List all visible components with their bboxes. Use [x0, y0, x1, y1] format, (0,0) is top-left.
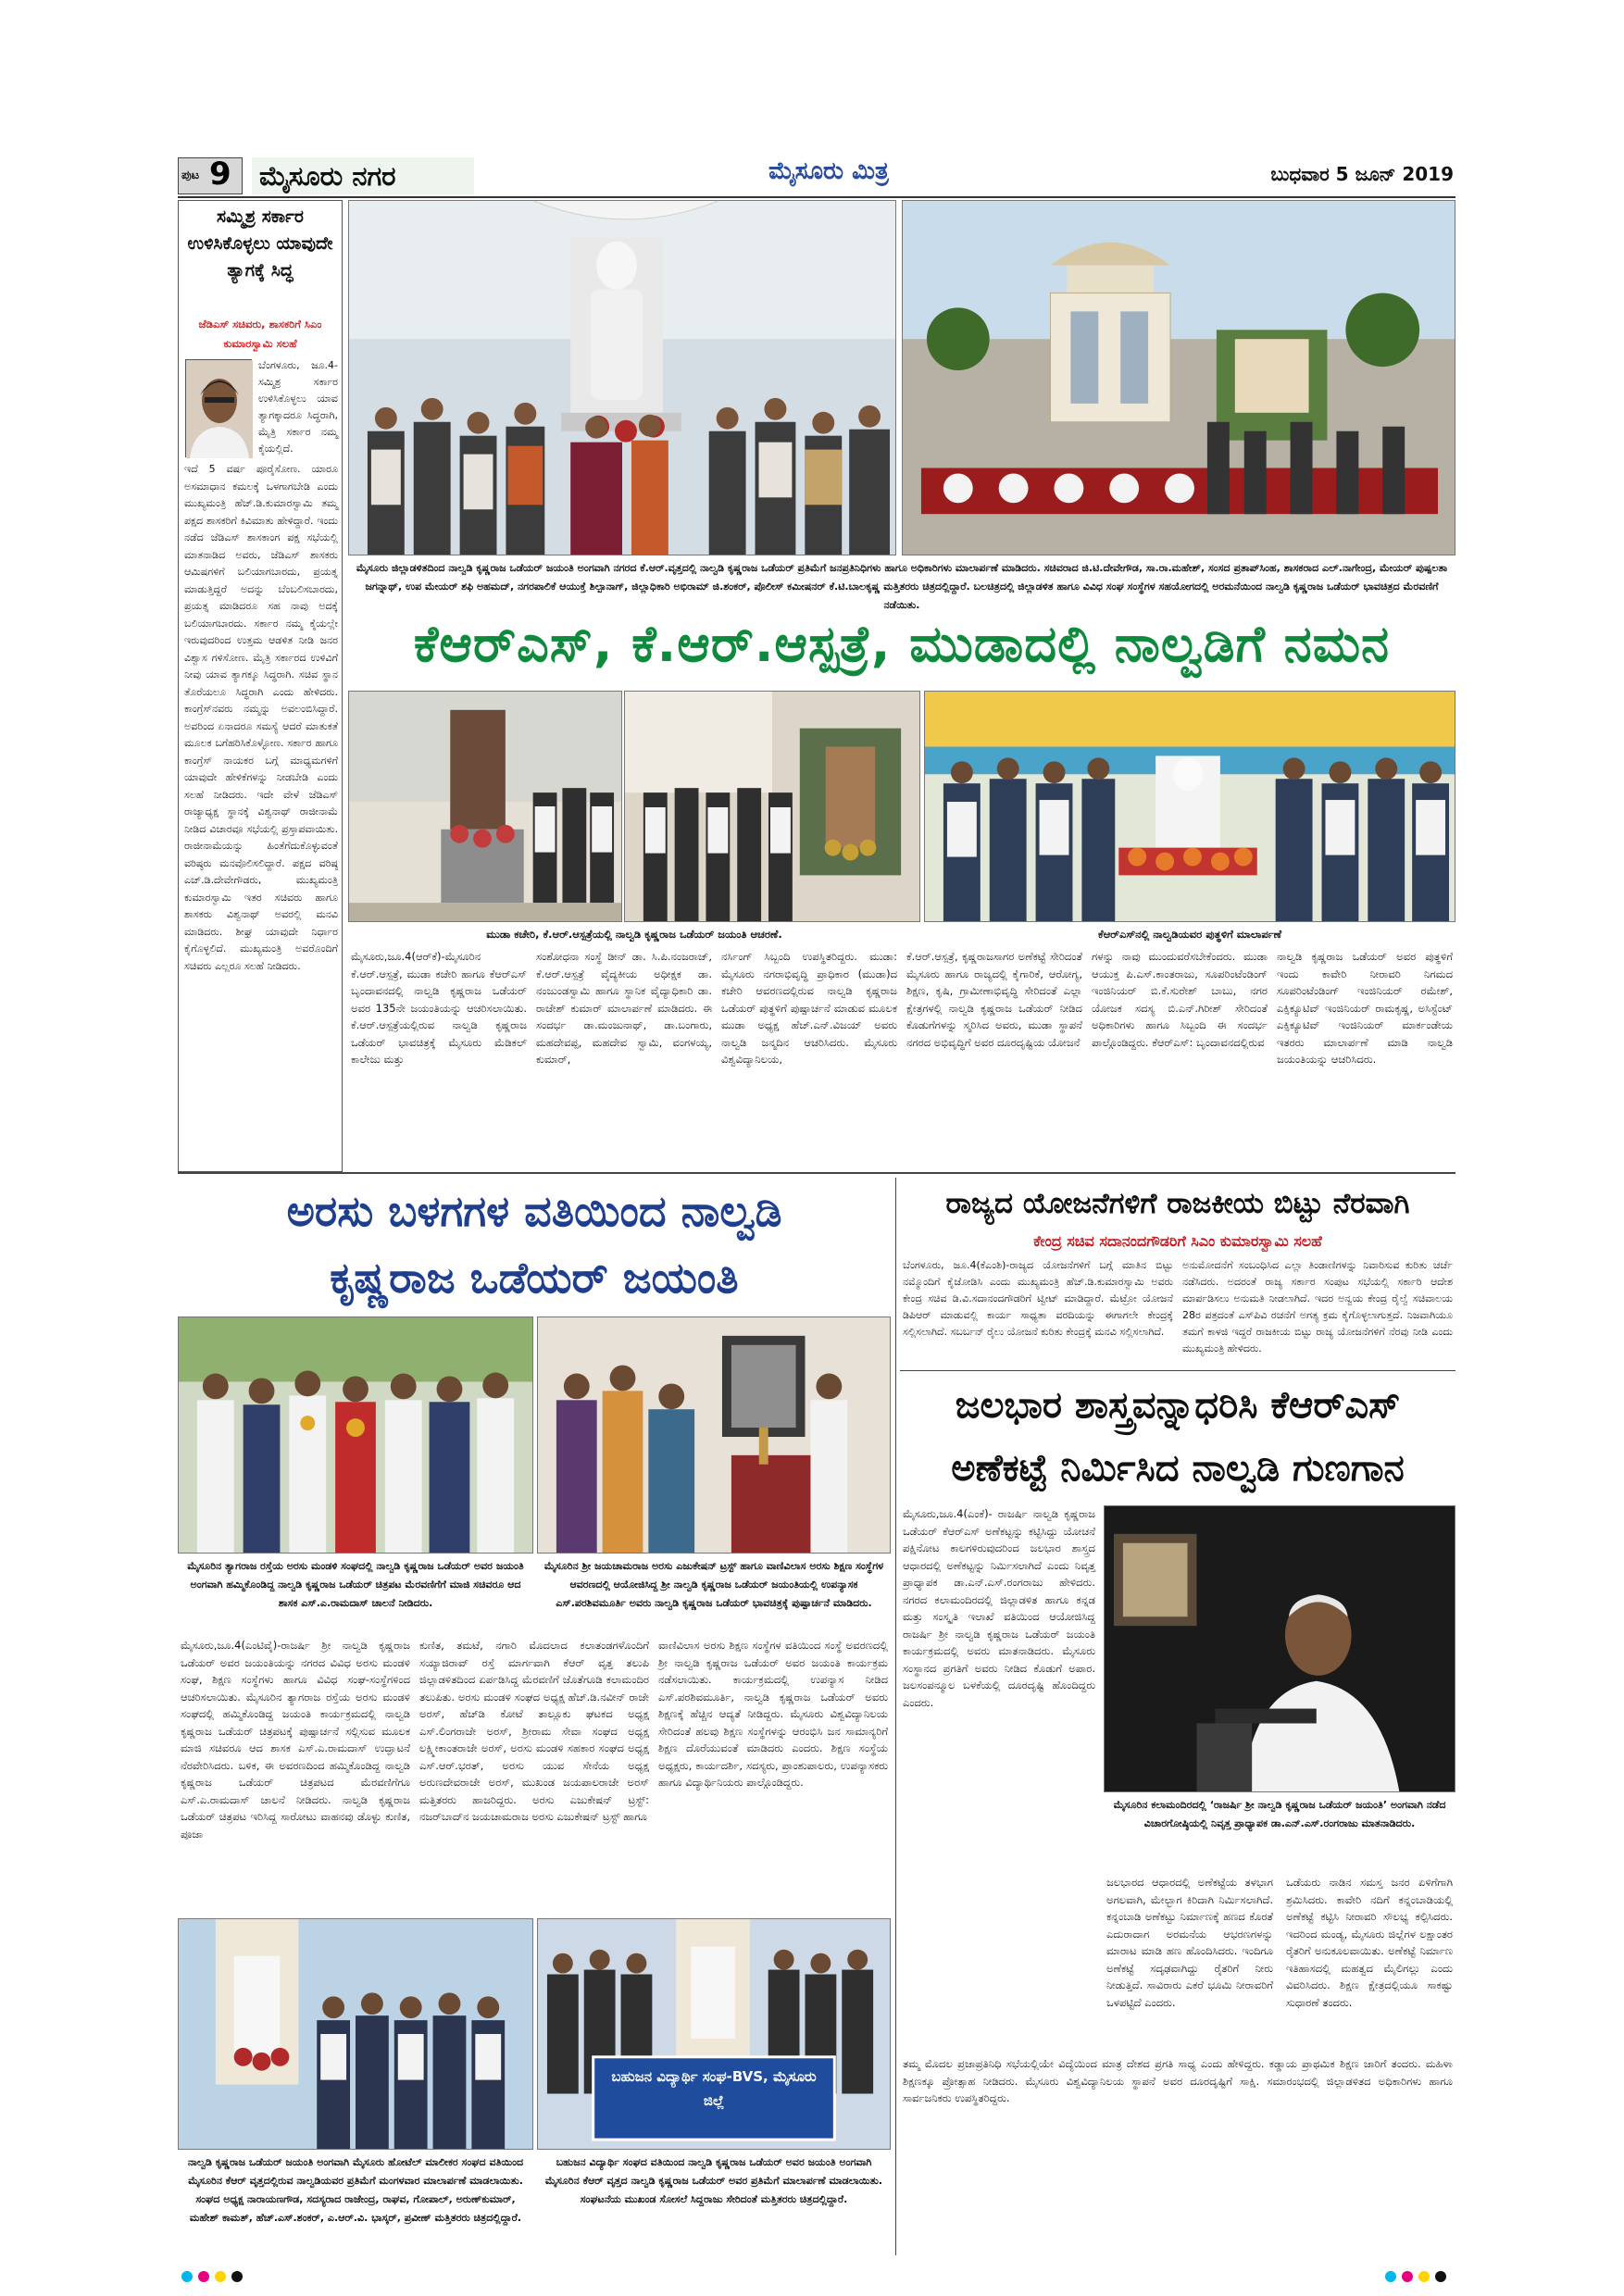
- section-title: ಮೈಸೂರು ನಗರ: [252, 157, 474, 194]
- arasu-column-1: ಮೈಸೂರು,ಜೂ.4(ಎಂಟಿವೈ)-ರಾಜರ್ಷಿ ಶ್ರೀ ನಾಲ್ವಡಿ ಕೃಷ್ಣರಾಜ ಒಡೆಯರ್ ಅವರ ಜಯಂತಿಯನ್ನು ನಗರದ ವಿವಿಧ ಅರಸು ಮಂಡಳಿ ಸಂಘ, ಶಿಕ್ಷಣ ಸಂಸ್ಥೆಗಳು ಹಾಗೂ ವಿವಿಧ ಸಂಘ-ಸಂಸ್ಥೆಗಳಿಂದ ಆಚರಿಸಲಾಯಿತು. ಮೈಸೂರಿನ ತ್ಯಾಗರಾಜ ರಸ್ತೆಯ ಅರಸು ಮಂಡಳಿ ಸಂಘದಲ್ಲಿ ಹಮ್ಮಿಕೊಂಡಿದ್ದ ಜಯಂತಿ ಕಾರ್ಯಕ್ರಮದಲ್ಲಿ ನಾಲ್ವಡಿ ಕೃಷ್ಣರಾಜ ಒಡೆಯರ್ ಚಿತ್ರಪಟಕ್ಕೆ ಪುಷ್ಪಾರ್ಚನೆ ಸಲ್ಲಿಸುವ ಮೂಲಕ ಮಾಜಿ ಸಚಿವರೂ ಆದ ಶಾಸಕ ಎಸ್.ಎ.ರಾಮದಾಸ್ ಉದ್ಘಾಟನೆ ನೆರವೇರಿಸಿದರು. ಬಳಿಕ, ಈ ಅವರಣದಿಂದ ಹಮ್ಮಿಕೊಂಡಿದ್ದ ನಾಲ್ವಡಿ ಕೃಷ್ಣರಾಜ ಒಡೆಯರ್ ಚಿತ್ರಪಟದ ಮೆರವಣಿಗೆಗೂ ಎಸ್.ಎ.ರಾಮದಾಸ್ ಚಾಲನೆ ನೀಡಿದರು. ನಾಲ್ವಡಿ ಕೃಷ್ಣರಾಜ ಒಡೆಯರ್ ಚಿತ್ರಪಟ ಇರಿಸಿದ್ದ ಸಾರೋಟು ವಾಹನವು ಡೊಳ್ಳು ಕುಣಿತ, ಪೂಜಾ: [181, 1639, 410, 1841]
- issue-date: ಬುಧವಾರ 5 ಜೂನ್ 2019: [1270, 163, 1454, 185]
- mid-rule: [178, 1172, 1455, 1174]
- politics-subhead: ಕೇಂದ್ರ ಸಚಿವ ಸದಾನಂದಗೌಡರಿಗೆ ಸಿಎಂ ಕುಮಾರಸ್ವಾಮಿ ಸಲಹೆ: [1033, 1232, 1322, 1250]
- masthead-rule: [178, 196, 1455, 198]
- krs-column-4: ಕೆ.ಆರ್.ಆಸ್ಪತ್ರೆ, ಕೃಷ್ಣರಾಜಸಾಗರ ಅಣೆಕಟ್ಟೆ ಸೇರಿದಂತೆ ಮೈಸೂರು ಹಾಗೂ ರಾಜ್ಯದಲ್ಲಿ ಕೈಗಾರಿಕೆ, ಆರೋಗ್ಯ, ಶಿಕ್ಷಣ, ಕೃಷಿ, ಗ್ರಾಮೀಣಾಭಿವೃದ್ಧಿ ಸೇರಿದಂತೆ ಎಲ್ಲಾ ಕ್ಷೇತ್ರಗಳಲ್ಲಿ ನಾಲ್ವಡಿ ಕೃಷ್ಣರಾಜ ಒಡೆಯರ್ ನೀಡಿದ ಕೊಡುಗೆಗಳನ್ನು ಸ್ಮರಿಸಿದ ಅವರು, ಮುಡಾ ಸ್ಥಾಪನೆ ನಗರದ ಅಭಿವೃದ್ಧಿಗೆ ಅವರ ದೂರದೃಷ್ಟಿಯ ಯೋಜನೆ: [906, 950, 1082, 1049]
- arasu-headline-line1: ಅರಸು ಬಳಗಗಳ ವತಿಯಿಂದ ನಾಲ್ವಡಿ: [286, 1186, 782, 1236]
- politics-rule: [900, 1370, 1455, 1371]
- education-trust-image: [538, 1317, 890, 1553]
- page-badge-label: ಪುಟ: [181, 168, 200, 182]
- arasu-column-2: ಕುಣಿತ, ತಮಟೆ, ನಗಾರಿ ಮೊದಲಾದ ಕಲಾತಂಡಗಳೊಂದಿಗೆ ಸಯ್ಯಾಜಿರಾವ್ ರಸ್ತೆ ಮಾರ್ಗವಾಗಿ ಕೆಆರ್ ವೃತ್ತ ತಲುಪಿ ಜಿಲ್ಲಾಡಳಿತದಿಂದ ಏರ್ಪಡಿಸಿದ್ದ ಮೆರವಣಿಗೆ ಜೊತೆಗೂಡಿ ಕಲಾಮಂದಿರ ತಲುಪಿತು. ಅರಸು ಮಂಡಳಿ ಸಂಘದ ಅಧ್ಯಕ್ಷ ಹೆಚ್.ಡಿ.ನವೀನ್ ರಾಜೇ ಅರಸ್, ಹೆಚ್‌ಡಿ ಕೋಟೆ ತಾಲ್ಲೂಕು ಘಟಕದ ಅಧ್ಯಕ್ಷ ಎಸ್.ಲಿಂಗರಾಜೇ ಅರಸ್, ಶ್ರೀರಾಮ ಸೇವಾ ಸಂಘದ ಅಧ್ಯಕ್ಷ ಲಕ್ಷ್ಮೀಕಾಂತರಾಜೇ ಅರಸ್, ಅರಸು ಮಂಡಳಿ ಸಹಕಾರ ಸಂಘದ ಅಧ್ಯಕ್ಷ ಎಸ್.ಆರ್.ಭರತ್, ಅರಸು ಯುವ ಸೇನೆಯ ಅಧ್ಯಕ್ಷ ಅರುಣದೇವರಾಜೇ ಅರಸ್, ಮುಖಂಡ ಜಯಪಾಲರಾಜೇ ಅರಸ್ ಮತ್ತಿತರರು ಹಾಜರಿದ್ದರು. ಅರಸು ಎಜುಕೇಷನ್ ಟ್ರಸ್ಟ್: ನಜರ್‌ಬಾದ್‌ನ ಜಯಚಾಮರಾಜ ಅರಸು ಎಜುಕೇಷನ್ ಟ್ರಸ್ಟ್ ಹಾಗೂ: [419, 1639, 649, 1823]
- left-story-body: ಇದೆ 5 ವರ್ಷ ಪೂರೈಸೋಣ. ಯಾರೂ ಅಸಮಾಧಾನ ಕಮಲಕ್ಕೆ ಒಳಗಾಗಬೇಡಿ ಎಂದು ಮುಖ್ಯಮಂತ್ರಿ ಹೆಚ್.ಡಿ.ಕುಮಾರಸ್ವಾಮಿ ತಮ್ಮ ಪಕ್ಷದ ಶಾಸಕರಿಗೆ ಕಿವಿಮಾತು ಹೇಳಿದ್ದಾರೆ. ಇಂದು ನಡೆದ ಜೆಡಿಎಸ್ ಶಾಸಕಾಂಗ ಪಕ್ಷ ಸಭೆಯಲ್ಲಿ ಮಾತನಾಡಿದ ಅವರು, ಜೆಡಿಎಸ್ ಶಾಸಕರು ಆಮಿಷಗಳಿಗೆ ಬಲಿಯಾಗಬಾರದು, ಪ್ರಯತ್ನ ಮಾಡುತ್ತಿದ್ದರೆ ಅದನ್ನು ಬೆಂಬಲಿಸಬಾರದು, ಪ್ರಯತ್ನ ಮಾಡಿದರೂ ಸಹ ನಾವು ಅದಕ್ಕೆ ಬಲಿಯಾಗಬಾರದು. ಸರ್ಕಾರ ನಮ್ಮ ಕೈಯಲ್ಲೇ ಇರುವುದರಿಂದ ಉತ್ತಮ ಆಡಳಿತ ನೀಡಿ ಜನರ ವಿಶ್ವಾಸ ಗಳಿಸೋಣ. ಮೈತ್ರಿ ಸರ್ಕಾರದ ಉಳಿವಿಗೆ ನೀವು ಯಾವ ತ್ಯಾಗಕ್ಕೂ ಸಿದ್ಧರಾಗಿ. ಸಚಿವ ಸ್ಥಾನ ತೊರೆಯಲೂ ಸಿದ್ಧರಾಗಿ ಎಂದು ಹೇಳಿದರು. ಕಾಂಗ್ರೆಸ್‌ನವರು ನಮ್ಮನ್ನು ಅವಲಂಬಿಸಿದ್ದಾರೆ. ಅವರಿಂದ ಏನಾದರೂ ಸಮಸ್ಯೆ ಆದರೆ ಮಾತುಕತೆ ಮೂಲಕ ಬಗೆಹರಿಸಿಕೊಳ್ಳೋಣ. ಸರ್ಕಾರ ಹಾಗೂ ಕಾಂಗ್ರೆಸ್ ನಾಯಕರ ಬಗ್ಗೆ ಮಾಧ್ಯಮಗಳಿಗೆ ಯಾವುದೇ ಹೇಳಿಕೆಗಳನ್ನು ನೀಡಬೇಡಿ ಎಂದು ಸಲಹೆ ನೀಡಿದರು. ಇದೇ ವೇಳೆ ಜೆಡಿಎಸ್ ರಾಜ್ಯಾಧ್ಯಕ್ಷ ಸ್ಥಾನಕ್ಕೆ ವಿಶ್ವನಾಥ್ ರಾಜೀನಾಮೆ ನೀಡಿದ ವಿಚಾರವೂ ಸಭೆಯಲ್ಲಿ ಪ್ರಸ್ತಾಪವಾಯಿತು. ರಾಜೀನಾಮೆಯನ್ನು ಹಿಂತೆಗೆದುಕೊಳ್ಳುವಂತೆ ವರಿಷ್ಠರು ಮನವೊಲಿಸಲಿದ್ದಾರೆ. ಪಕ್ಷದ ವರಿಷ್ಠ ಎಚ್.ಡಿ.ದೇವೇಗೌಡರು, ಮುಖ್ಯಮಂತ್ರಿ ಕುಮಾರಸ್ವಾಮಿ ಇತರ ಸಚಿವರು ಹಾಗೂ ಶಾಸಕರು ವಿಶ್ವನಾಥ್ ಅವರಲ್ಲಿ ಮನವಿ ಮಾಡಿದರು. ಶೀಘ್ರ ಯಾವುದೇ ನಿರ್ಧಾರ ಕೈಗೊಳ್ಳಲಿದೆ. ಮುಖ್ಯಮಂತ್ರಿ ಅವರೊಂದಿಗೆ ಸಚಿವರು ಎಲ್ಲರೂ ಸಲಹೆ ನೀಡಿದರು.: [184, 463, 338, 972]
- bvs-banner-text: ಬಹುಜನ ವಿದ್ಯಾರ್ಥಿ ಸಂಘ-BVS, ಮೈಸೂರು ಜಿಲ್ಲೆ: [611, 2068, 817, 2109]
- dam-column-3: ಒಡೆಯರು ನಾಡಿನ ಸಮಸ್ತ ಜನರ ಏಳಿಗೆಗಾಗಿ ಶ್ರಮಿಸಿದರು. ಕಾವೇರಿ ನದಿಗೆ ಕನ್ನಂಬಾಡಿಯಲ್ಲಿ ಅಣೆಕಟ್ಟೆ ಕಟ್ಟಿಸಿ ನೀರಾವರಿ ಸೌಲಭ್ಯ ಕಲ್ಪಿಸಿದರು. ಇದರಿಂದ ಮಂಡ್ಯ, ಮೈಸೂರು ಜಿಲ್ಲೆಗಳ ಲಕ್ಷಾಂತರ ರೈತರಿಗೆ ಅನುಕೂಲವಾಯಿತು. ಅಣೆಕಟ್ಟೆ ನಿರ್ಮಾಣ ಇತಿಹಾಸದಲ್ಲಿ ಮಹತ್ವದ ಮೈಲಿಗಲ್ಲು ಎಂದು ವಿವರಿಸಿದರು. ಶಿಕ್ಷಣ ಕ್ಷೇತ್ರದಲ್ಲಿಯೂ ಸಾಕಷ್ಟು ಸುಧಾರಣೆ ತಂದರು.: [1286, 1876, 1453, 2009]
- politics-column-1: ಬೆಂಗಳೂರು, ಜೂ.4(ಕೆಎಂಶಿ)-ರಾಜ್ಯದ ಯೋಜನೆಗಳಿಗೆ ಬಗ್ಗೆ ಮಾತಿನ ಬಿಟ್ಟು ನಮ್ಮೊಂದಿಗೆ ಕೈಜೋಡಿಸಿ ಎಂದು ಮುಖ್ಯಮಂತ್ರಿ ಹೆಚ್.ಡಿ.ಕುಮಾರಸ್ವಾಮಿ ಅವರು ಕೇಂದ್ರ ಸಚಿವ ಡಿ.ವಿ.ಸದಾನಂದಗೌಡರಿಗೆ ಟ್ವೀಟ್ ಮಾಡಿದ್ದಾರೆ. ಮೆಟ್ರೋ ಯೋಜನೆ ಡಿಪಿಆರ್ ಮಾಡುವಲ್ಲಿ ಕಾರ್ಯ ಸಾಧ್ಯತಾ ವರದಿಯನ್ನು ಈಗಾಗಲೇ ಕೇಂದ್ರಕ್ಕೆ ಸಲ್ಲಿಸಲಾಗಿದೆ. ಸಬರ್ಬನ್ ರೈಲು ಯೋಜನೆ ಕುರಿತು ಕೇಂದ್ರಕ್ಕೆ ಮನವಿ ಸಲ್ಲಿಸಲಾಗಿದೆ.: [903, 1259, 1173, 1338]
- dam-column-2: ಜಲಭಾರದ ಆಧಾರದಲ್ಲಿ ಅಣೆಕಟ್ಟೆಯ ತಳಭಾಗ ಅಗಲವಾಗಿ, ಮೇಲ್ಭಾಗ ಕಿರಿದಾಗಿ ನಿರ್ಮಿಸಲಾಗಿದೆ. ಕನ್ನಂಬಾಡಿ ಅಣೆಕಟ್ಟು ನಿರ್ಮಾಣಕ್ಕೆ ಹಣದ ಕೊರತೆ ಎದುರಾದಾಗ ಅರಮನೆಯ ಆಭರಣಗಳನ್ನು ಮಾರಾಟ ಮಾಡಿ ಹಣ ಹೊಂದಿಸಿದರು. ಇಂದಿಗೂ ಅಣೆಕಟ್ಟೆ ಸದೃಢವಾಗಿದ್ದು ರೈತರಿಗೆ ನೀರು ನೀಡುತ್ತಿದೆ. ಸಾವಿರಾರು ಎಕರೆ ಭೂಮಿ ನೀರಾವರಿಗೆ ಒಳಪಟ್ಟಿದೆ ಎಂದರು.: [1106, 1876, 1273, 2009]
- kr-hospital-photo: [624, 691, 920, 922]
- arasu-caption-left: ಮೈಸೂರಿನ ತ್ಯಾಗರಾಜ ರಸ್ತೆಯ ಅರಸು ಮಂಡಳಿ ಸಂಘದಲ್ಲಿ ನಾಲ್ವಡಿ ಕೃಷ್ಣರಾಜ ಒಡೆಯರ್ ಅವರ ಜಯಂತಿ ಅಂಗವಾಗಿ ಹಮ್ಮಿಕೊಂಡಿದ್ದ ನಾಲ್ವಡಿ ಕೃಷ್ಣರಾಜ ಒಡೆಯರ್ ಚಿತ್ರಪಟ ಮೆರವಣಿಗೆಗೆ ಮಾಜಿ ಸಚಿವರೂ ಆದ ಶಾಸಕ ಎಸ್.ಎ.ರಾಮದಾಸ್ ಚಾಲನೆ ನೀಡಿದರು.: [187, 1560, 524, 1609]
- reg-dot-yellow: [1418, 2271, 1430, 2282]
- hotel-owners-photo: [178, 1918, 533, 2150]
- hotel-owners-caption: ನಾಲ್ವಡಿ ಕೃಷ್ಣರಾಜ ಒಡೆಯರ್ ಜಯಂತಿ ಅಂಗವಾಗಿ ಮೈಸೂರು ಹೋಟೆಲ್ ಮಾಲೀಕರ ಸಂಘದ ವತಿಯಿಂದ ಮೈಸೂರಿನ ಕೆಆರ್ ವೃತ್ತದಲ್ಲಿರುವ ನಾಲ್ವಡಿಯವರ ಪ್ರತಿಮೆಗೆ ಮಂಗಳವಾರ ಮಾಲಾರ್ಪಣೆ ಮಾಡಲಾಯಿತು. ಸಂಘದ ಅಧ್ಯಕ್ಷ ನಾರಾಯಣಗೌಡ, ಸದಸ್ಯರಾದ ರಾಜೇಂದ್ರ, ರಾಘವ, ಗೋಪಾಲ್, ಅರುಣ್‌ಕುಮಾರ್, ಮಹೇಶ್ ಕಾಮತ್, ಹೆಚ್.ಎಸ್.ಶಂಕರ್, ಎ.ಆರ್.ವಿ. ಭಾಸ್ಕರ್, ಪ್ರವೀಣ್ ಮತ್ತಿತರರು ಚಿತ್ರದಲ್ಲಿದ್ದಾರೆ.: [187, 2156, 524, 2224]
- registration-marks-right: [1385, 2268, 1452, 2286]
- dam-column-1: ಮೈಸೂರು,ಜೂ.4(ಎಂಕೆ)- ರಾಜರ್ಷಿ ನಾಲ್ವಡಿ ಕೃಷ್ಣರಾಜ ಒಡೆಯರ್ ಕೆಆರ್‌ಎಸ್ ಅಣೆಕಟ್ಟನ್ನು ಕಟ್ಟಿಸಿದ್ದು ಯೋಚನೆ ಪಕ್ಷಿನೋಟ ಕಾಲಗಳಿರುವುದರಿಂದ ಜಲಭಾರ ಶಾಸ್ತ್ರದ ಆಧಾರದಲ್ಲಿ ಅಣೆಕಟ್ಟನ್ನು ನಿರ್ಮಿಸಲಾಗಿದೆ ಎಂದು ನಿವೃತ್ತ ಪ್ರಾಧ್ಯಾಪಕ ಡಾ.ಎನ್.ಎಸ್.ರಂಗರಾಜು ಹೇಳಿದರು. ನಗರದ ಕಲಾಮಂದಿರದಲ್ಲಿ ಜಿಲ್ಲಾಡಳಿತ ಹಾಗೂ ಕನ್ನಡ ಮತ್ತು ಸಂಸ್ಕೃತಿ ಇಲಾಖೆ ವತಿಯಿಂದ ಆಯೋಜಿಸಿದ್ದ ರಾಜರ್ಷಿ ಶ್ರೀ ನಾಲ್ವಡಿ ಕೃಷ್ಣರಾಜ ಒಡೆಯರ್ ಜಯಂತಿ ಕಾರ್ಯಕ್ರಮದಲ್ಲಿ ಅವರು ಮಾತನಾಡಿದರು. ಮೈಸೂರು ಸಂಸ್ಥಾನದ ಪ್ರಗತಿಗೆ ಅವರು ನೀಡಿದ ಕೊಡುಗೆ ಅಪಾರ. ಜಲಸಂಪನ್ಮೂಲ ಬಳಕೆಯಲ್ಲಿ ದೂರದೃಷ್ಟಿ ಹೊಂದಿದ್ದರು ಎಂದರು.: [903, 1507, 1095, 1709]
- reg-dot-yellow: [215, 2271, 226, 2282]
- arasu-column-3: ವಾಣಿವಿಲಾಸ ಅರಸು ಶಿಕ್ಷಣ ಸಂಸ್ಥೆಗಳ ವತಿಯಿಂದ ಸಂಸ್ಥೆ ಅವರಣದಲ್ಲಿ ಶ್ರೀ ನಾಲ್ವಡಿ ಕೃಷ್ಣರಾಜ ಒಡೆಯರ್ ಅವರ ಜಯಂತಿ ಕಾರ್ಯಕ್ರಮ ನಡೆಸಲಾಯಿತು. ಕಾರ್ಯಕ್ರಮದಲ್ಲಿ ಉಪನ್ಯಾಸ ನೀಡಿದ ಎಸ್.ಪರಶಿವಮೂರ್ತಿ, ನಾಲ್ವಡಿ ಕೃಷ್ಣರಾಜ ಒಡೆಯರ್ ಅವರು ಶಿಕ್ಷಣಕ್ಕೆ ಹೆಚ್ಚಿನ ಆದ್ಯತೆ ನೀಡಿದ್ದರು. ಮೈಸೂರು ವಿಶ್ವವಿದ್ಯಾನಿಲಯ ಸೇರಿದಂತೆ ಹಲವು ಶಿಕ್ಷಣ ಸಂಸ್ಥೆಗಳನ್ನು ಆರಂಭಿಸಿ ಜನ ಸಾಮಾನ್ಯರಿಗೆ ಶಿಕ್ಷಣ ದೊರೆಯುವಂತೆ ಮಾಡಿದರು ಎಂದರು. ಶಿಕ್ಷಣ ಸಂಸ್ಥೆಯ ಅಧ್ಯಕ್ಷರು, ಕಾರ್ಯದರ್ಶಿ, ಸದಸ್ಯರು, ಪ್ರಾಂಶುಪಾಲರು, ಉಪನ್ಯಾಸಕರು ಹಾಗೂ ವಿದ್ಯಾರ್ಥಿನಿಯರು ಪಾಲ್ಗೊಂಡಿದ್ದರು.: [658, 1639, 888, 1789]
- cm-portrait-image: [186, 360, 253, 458]
- politics-column-2: ಅನುಮೋದನೆಗೆ ಸಂಬಂಧಿಸಿದ ಎಲ್ಲಾ ತಿಂಡಾಣಿಗಳನ್ನು ನಿವಾರಿಸುವ ಕುರಿತು ಚರ್ಚೆ ನಡೆಸಿದರು. ಅದರಂತೆ ರಾಜ್ಯ ಸರ್ಕಾರ ಸಂಪುಟ ಸಭೆಯಲ್ಲಿ ಸರ್ಕಾರಿ ಆದೇಶ ಮಾರ್ಪಡಿಸಲು ಅನುಮತಿ ನೀಡಲಾಗಿದೆ. ಇದರ ಅನ್ವಯ ಕೇಂದ್ರ ರೈಲ್ವೆ ಸಚಿವಾಲಯ 28ರ ಪತ್ರದಂತೆ ಎಸ್‌ಪಿವಿ ರಚನೆಗೆ ಅಗತ್ಯ ಕ್ರಮ ಕೈಗೊಳ್ಳಲಾಗುತ್ತದೆ. ನಿಜವಾಗಿಯೂ ತಮಗೆ ಕಾಳಜಿ ಇದ್ದರೆ ರಾಜಕೀಯ ಬಿಟ್ಟು ರಾಜ್ಯ ಯೋಜನೆಗಳಿಗೆ ನೆರವು ನೀಡಿ ಎಂದು ಮುಖ್ಯಮಂತ್ರಿ ಹೇಳಿದರು.: [1182, 1259, 1453, 1354]
- arasu-caption-right: ಮೈಸೂರಿನ ಶ್ರೀ ಜಯಚಾಮರಾಜ ಅರಸು ಎಜುಕೇಷನ್ ಟ್ರಸ್ಟ್ ಹಾಗೂ ವಾಣಿವಿಲಾಸ ಅರಸು ಶಿಕ್ಷಣ ಸಂಸ್ಥೆಗಳ ಆವರಣದಲ್ಲಿ ಆಯೋಜಿಸಿದ್ದ ಶ್ರೀ ನಾಲ್ವಡಿ ಕೃಷ್ಣರಾಜ ಒಡೆಯರ್ ಜಯಂತಿಯಲ್ಲಿ ಉಪನ್ಯಾಸಕ ಎಸ್.ಪರಶಿವಮೂರ್ತಿ ಅವರು ನಾಲ್ವಡಿ ಕೃಷ್ಣರಾಜ ಒಡೆಯರ್ ಭಾವಚಿತ್ರಕ್ಕೆ ಪುಷ್ಪಾರ್ಚನೆ ಮಾಡಿದರು.: [543, 1560, 884, 1609]
- krs-column-3: ನರ್ಸಿಂಗ್ ಸಿಬ್ಬಂದಿ ಉಪಸ್ಥಿತರಿದ್ದರು. ಮುಡಾ: ಮೈಸೂರು ನಗರಾಭಿವೃದ್ಧಿ ಪ್ರಾಧಿಕಾರ (ಮುಡಾ)ದ ಕಚೇರಿ ಆವರಣದಲ್ಲಿರುವ ನಾಲ್ವಡಿ ಕೃಷ್ಣರಾಜ ಒಡೆಯರ್ ಪುತ್ಥಳಿಗೆ ಪುಷ್ಪಾರ್ಚನೆ ಮಾಡುವ ಮೂಲಕ ಮುಡಾ ಅಧ್ಯಕ್ಷ ಹೆಚ್.ಎನ್.ವಿಜಯ್ ಅವರು ನಾಲ್ವಡಿ ಜನ್ಮದಿನ ಆಚರಿಸಿದರು. ಮೈಸೂರು ವಿಶ್ವವಿದ್ಯಾನಿಲಯ,: [721, 950, 897, 1066]
- krs-caption-left: ಮುಡಾ ಕಚೇರಿ, ಕೆ.ಆರ್.ಆಸ್ಪತ್ರೆಯಲ್ಲಿ ನಾಲ್ವಡಿ ಕೃಷ್ಣರಾಜ ಒಡೆಯರ್ ಜಯಂತಿ ಆಚರಣೆ.: [486, 928, 782, 941]
- bvs-caption: ಬಹುಜನ ವಿದ್ಯಾರ್ಥಿ ಸಂಘದ ವತಿಯಿಂದ ನಾಲ್ವಡಿ ಕೃಷ್ಣರಾಜ ಒಡೆಯರ್ ಅವರ ಜಯಂತಿ ಅಂಗವಾಗಿ ಮೈಸೂರಿನ ಕೆಆರ್ ವೃತ್ತದ ನಾಲ್ವಡಿ ಕೃಷ್ಣರಾಜ ಒಡೆಯರ್ ಅವರ ಪ್ರತಿಮೆಗೆ ಮಾಲಾರ್ಪಣೆ ಮಾಡಲಾಯಿತು. ಸಂಘಟನೆಯ ಮುಖಂಡ ಸೋಸಲೆ ಸಿದ್ದರಾಜು ಸೇರಿದಂತೆ ಮತ್ತಿತರರು ಚಿತ್ರದಲ್ಲಿದ್ದಾರೆ.: [544, 2156, 883, 2205]
- politics-headline: ರಾಜ್ಯದ ಯೋಜನೆಗಳಿಗೆ ರಾಜಕೀಯ ಬಿಟ್ಟು ನೆರವಾಗಿ: [945, 1187, 1410, 1220]
- kr-hospital-image: [625, 692, 919, 921]
- muda-office-image: [349, 692, 621, 921]
- krs-headline: ಕೆಆರ್‌ಎಸ್, ಕೆ.ಆರ್.ಆಸ್ಪತ್ರೆ, ಮುಡಾದಲ್ಲಿ ನಾಲ್ವಡಿಗೆ ನಮನ: [413, 615, 1391, 673]
- page-number: 9: [209, 156, 231, 193]
- krs-column-2: ಸಂಶೋಧನಾ ಸಂಸ್ಥೆ ಡೀನ್ ಡಾ. ಸಿ.ಪಿ.ನಂಜರಾಜ್, ಕೆ.ಆರ್.ಆಸ್ಪತ್ರೆ ವೈದ್ಯಕೀಯ ಅಧೀಕ್ಷಕ ಡಾ. ನಂಜುಂಡಸ್ವಾಮಿ ಹಾಗೂ ಸ್ಥಾನಿಕ ವೈದ್ಯಾಧಿಕಾರಿ ಡಾ. ರಾಜೇಶ್ ಕುಮಾರ್ ಮಾಲಾರ್ಪಣೆ ಮಾಡಿದರು. ಈ ಸಂದರ್ಭ ಡಾ.ಮಂಜುನಾಥ್, ಡಾ.ಬಂಗಾರು, ಮಹದೇವಪ್ಪ, ಮಹದೇವ ಸ್ವಾಮಿ, ವಂಗಳಯ್ಯ, ಕುಮಾರ್,: [536, 950, 712, 1066]
- procession-photo: [902, 200, 1455, 555]
- krs-column-5: ಗಳನ್ನು ನಾವು ಮುಂದುವರೆಸಬೇಕೆಂದರು. ಮುಡಾ ಆಯುಕ್ತ ಪಿ.ಎಸ್.ಕಾಂತರಾಜು, ಸೂಪರಿಂಟೆಂಡಿಂಗ್ ಇಂಜಿನಿಯರ್ ಬಿ.ಕೆ.ಸುರೇಶ್ ಬಾಬು, ನಗರ ಯೋಜಕ ಸದಸ್ಯ ಬಿ.ಎನ್.ಗಿರೀಶ್ ಸೇರಿದಂತೆ ಅಧಿಕಾರಿಗಳು ಹಾಗೂ ಸಿಬ್ಬಂದಿ ಈ ಸಂದರ್ಭ ಪಾಲ್ಗೊಂಡಿದ್ದರು. ಕೆಆರ್‌ಎಸ್: ಬೃಂದಾವನದಲ್ಲಿರುವ: [1092, 950, 1268, 1049]
- education-trust-photo: [537, 1316, 891, 1554]
- top-photos-caption: ಮೈಸೂರು ಜಿಲ್ಲಾಡಳಿತದಿಂದ ನಾಲ್ವಡಿ ಕೃಷ್ಣರಾಜ ಒಡೆಯರ್ ಜಯಂತಿ ಅಂಗವಾಗಿ ನಗರದ ಕೆ.ಆರ್.ವೃತ್ತದಲ್ಲಿ ನಾಲ್ವಡಿ ಕೃಷ್ಣರಾಜ ಒಡೆಯರ್ ಪ್ರತಿಮೆಗೆ ಜನಪ್ರತಿನಿಧಿಗಳು ಹಾಗೂ ಅಧಿಕಾರಿಗಳು ಮಾಲಾರ್ಪಣೆ ಮಾಡಿದರು. ಸಚಿವರಾದ ಜಿ.ಟಿ.ದೇವೇಗೌಡ, ಸಾ.ರಾ.ಮಹೇಶ್, ಸಂಸದ ಪ್ರತಾಪ್‌ಸಿಂಹ, ಶಾಸಕರಾದ ಎಲ್.ನಾಗೇಂದ್ರ, ಮೇಯರ್ ಪುಷ್ಪಲತಾ ಜಗನ್ನಾಥ್, ಉಪ ಮೇಯರ್ ಶಫಿ ಅಹಮದ್, ನಗರಪಾಲಿಕೆ ಆಯುಕ್ತೆ ಶಿಲ್ಪಾನಾಗ್, ಜಿಲ್ಲಾಧಿಕಾರಿ ಅಭಿರಾಮ್ ಜಿ.ಶಂಕರ್, ಪೊಲೀಸ್ ಕಮೀಷನರ್ ಕೆ.ಟಿ.ಬಾಲಕೃಷ್ಣ ಮತ್ತಿತರರು ಚಿತ್ರದಲ್ಲಿದ್ದಾರೆ. ಬಲಚಿತ್ರದಲ್ಲಿ ಜಿಲ್ಲಾಡಳಿತ ಹಾಗೂ ವಿವಿಧ ಸಂಘ ಸಂಸ್ಥೆಗಳ ಸಹಯೋಗದಲ್ಲಿ ಅರಮನೆಯಿಂದ ನಾಲ್ವಡಿ ಕೃಷ್ಣರಾಜ ಒಡೆಯರ್ ಭಾವಚಿತ್ರದ ಮೆರವಣಿಗೆ ನಡೆಯಿತು.: [356, 562, 1448, 611]
- dam-headline-line2: ಅಣೆಕಟ್ಟೆ ನಿರ್ಮಿಸಿದ ನಾಲ್ವಡಿ ಗುಣಗಾನ: [951, 1447, 1405, 1490]
- reg-dot-black: [231, 2271, 243, 2282]
- paper-logo: ಮೈಸೂರು ಮಿತ್ರ: [768, 157, 889, 185]
- speaker-caption: ಮೈಸೂರಿನ ಕಲಾಮಂದಿರದಲ್ಲಿ ‘ರಾಜರ್ಷಿ ಶ್ರೀ ನಾಲ್ವಡಿ ಕೃಷ್ಣರಾಜ ಒಡೆಯರ್ ಜಯಂತಿ’ ಅಂಗವಾಗಿ ನಡೆದ ವಿಚಾರಗೋಷ್ಠಿಯಲ್ಲಿ ನಿವೃತ್ತ ಪ್ರಾಧ್ಯಾಪಕ ಡಾ.ಎನ್.ಎಸ್.ರಂಗರಾಜು ಮಾತನಾಡಿದರು.: [1113, 1799, 1446, 1829]
- left-story-lead: ಬೆಂಗಳೂರು, ಜೂ.4-ಸಮ್ಮಿಶ್ರ ಸರ್ಕಾರ ಉಳಿಸಿಕೊಳ್ಳಲು ಯಾವ ತ್ಯಾಗಕ್ಕಾದರೂ ಸಿದ್ಧರಾಗಿ, ಮೈತ್ರಿ ಸರ್ಕಾರ ನಮ್ಮ ಕೈಯಲ್ಲಿದೆ.: [258, 359, 338, 455]
- dam-column-4: ತಮ್ಮ ಮೊದಲ ಪ್ರಜಾಪ್ರತಿನಿಧಿ ಸಭೆಯಲ್ಲಿಯೇ ವಿದ್ಯೆಯಿಂದ ಮಾತ್ರ ದೇಶದ ಪ್ರಗತಿ ಸಾಧ್ಯ ಎಂದು ಹೇಳಿದ್ದರು. ಕಡ್ಡಾಯ ಪ್ರಾಥಮಿಕ ಶಿಕ್ಷಣ ಜಾರಿಗೆ ತಂದರು. ಮಹಿಳಾ ಶಿಕ್ಷಣಕ್ಕೂ ಪ್ರೋತ್ಸಾಹ ನೀಡಿದರು. ಮೈಸೂರು ವಿಶ್ವವಿದ್ಯಾನಿಲಯ ಸ್ಥಾಪನೆ ಅವರ ದೂರದೃಷ್ಟಿಗೆ ಸಾಕ್ಷಿ. ಸಮಾರಂಭದಲ್ಲಿ ಜಿಲ್ಲಾಡಳಿತದ ಅಧಿಕಾರಿಗಳು ಹಾಗೂ ಸಾರ್ವಜನಿಕರು ಉಪಸ್ಥಿತರಿದ್ದರು.: [903, 2057, 1453, 2104]
- registration-marks-left: [181, 2268, 248, 2286]
- arasu-mandali-image: [179, 1317, 532, 1553]
- speaker-image: [1105, 1506, 1455, 1791]
- statue-garlanding-image: [349, 201, 895, 555]
- column-divider: [895, 1178, 896, 2255]
- reg-dot-black: [1435, 2271, 1446, 2282]
- reg-dot-cyan: [181, 2271, 193, 2282]
- arasu-mandali-photo: [178, 1316, 533, 1554]
- reg-dot-cyan: [1385, 2271, 1396, 2282]
- krs-caption-right: ಕೆಆರ್‌ಎಸ್‌ನಲ್ಲಿ ನಾಲ್ವಡಿಯವರ ಪುತ್ಥಳಿಗೆ ಮಾಲಾರ್ಪಣೆ: [1097, 928, 1282, 941]
- reg-dot-magenta: [198, 2271, 209, 2282]
- left-story-headline: ಸಮ್ಮಿಶ್ರ ಸರ್ಕಾರ ಉಳಿಸಿಕೊಳ್ಳಲು ಯಾವುದೇ ತ್ಯಾಗಕ್ಕೆ ಸಿದ್ಧ: [187, 206, 333, 281]
- hotel-owners-image: [179, 1919, 532, 2149]
- krs-column-6: ನಾಲ್ವಡಿ ಕೃಷ್ಣರಾಜ ಒಡೆಯರ್ ಅವರ ಪುತ್ಥಳಿಗೆ ಇಂದು ಕಾವೇರಿ ನೀರಾವರಿ ನಿಗಮದ ಸೂಪರಿಂಟೆಂಡಿಂಗ್ ಇಂಜಿನಿಯರ್ ರಮೇಶ್, ಎಕ್ಸಿಕ್ಯೂಟಿವ್ ಇಂಜಿನಿಯರ್ ರಾಮಕೃಷ್ಣ, ಅಸಿಸ್ಟೆಂಟ್ ಎಕ್ಸಿಕ್ಯೂಟಿವ್ ಇಂಜಿನಿಯರ್ ಮಾರ್ಕಂಡೇಯ ಇತರರು ಮಾಲಾರ್ಪಣೆ ಮಾಡಿ ನಾಲ್ವಡಿ ಜಯಂತಿಯನ್ನು ಆಚರಿಸಿದರು.: [1277, 950, 1453, 1066]
- cm-portrait: [185, 359, 252, 457]
- krs-statue-image: [925, 692, 1455, 921]
- statue-garlanding-photo: [348, 200, 896, 555]
- procession-image: [903, 201, 1455, 555]
- speaker-photo: [1104, 1505, 1455, 1792]
- muda-office-photo: [348, 691, 622, 922]
- krs-column-1: ಮೈಸೂರು,ಜೂ.4(ಆರ್‌ಕೆ)-ಮೈಸೂರಿನ ಕೆ.ಆರ್.ಆಸ್ಪತ್ರೆ, ಮುಡಾ ಕಚೇರಿ ಹಾಗೂ ಕೆಆರ್‌ಎಸ್ ಬೃಂದಾವನದಲ್ಲಿ ನಾಲ್ವಡಿ ಕೃಷ್ಣರಾಜ ಒಡೆಯರ್ ಅವರ 135ನೇ ಜಯಂತಿಯನ್ನು ಆಚರಿಸಲಾಯಿತು. ಕೆ.ಆರ್.ಆಸ್ಪತ್ರೆಯಲ್ಲಿರುವ ನಾಲ್ವಡಿ ಕೃಷ್ಣರಾಜ ಒಡೆಯರ್ ಭಾವಚಿತ್ರಕ್ಕೆ ಮೈಸೂರು ಮೆಡಿಕಲ್ ಕಾಲೇಜು ಮತ್ತು: [351, 950, 527, 1066]
- krs-statue-photo: [924, 691, 1455, 922]
- arasu-headline-line2: ಕೃಷ್ಣರಾಜ ಒಡೆಯರ್ ಜಯಂತಿ: [330, 1253, 739, 1303]
- left-story-kicker: ಜೆಡಿಎಸ್ ಸಚಿವರು, ಶಾಸಕರಿಗೆ ಸಿಎಂ ಕುಮಾರಸ್ವಾಮಿ ಸಲಹೆ: [198, 318, 322, 350]
- reg-dot-magenta: [1402, 2271, 1413, 2282]
- dam-headline-line1: ಜಲಭಾರ ಶಾಸ್ತ್ರವನ್ನಾಧರಿಸಿ ಕೆಆರ್‌ಎಸ್: [955, 1384, 1401, 1427]
